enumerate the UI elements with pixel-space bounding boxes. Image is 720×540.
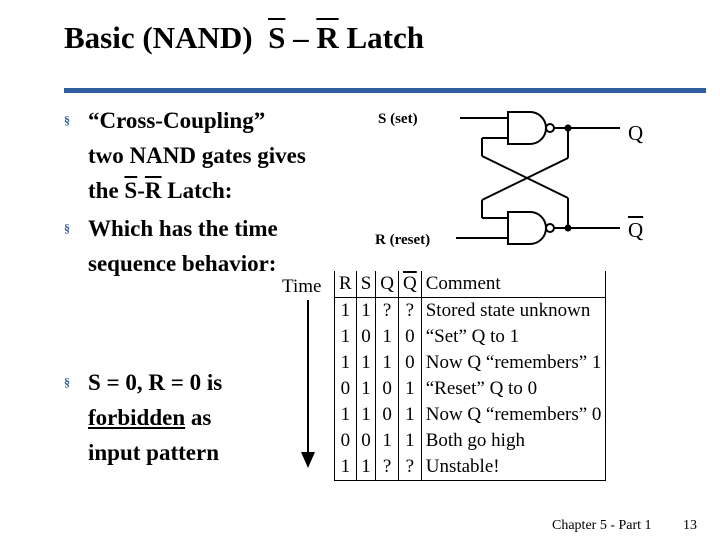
bullet-time-behavior: § Which has the time sequence behavior: <box>88 211 278 281</box>
bottom-nand-gate <box>508 212 546 244</box>
top-nand-bubble <box>546 124 554 132</box>
qbar-output-label: $\overline{Q}$ <box>628 218 644 242</box>
bullet-forbidden: § S = 0, R = 0 is forbidden as input pattern <box>88 365 222 470</box>
title-r-bar: $\overline{R}$ <box>316 20 339 55</box>
s-set-label: S (set) <box>378 111 418 127</box>
footer-page-number: 13 <box>683 518 697 533</box>
time-label: Time <box>282 276 322 297</box>
q-output-label: Q <box>628 121 644 145</box>
bullet-cross-coupling: § “Cross-Coupling” two NAND gates gives the $\overline{S}-\overline{R}$ Latch: <box>88 103 306 208</box>
bullet-icon: § <box>64 375 70 389</box>
col-s: S <box>356 271 376 298</box>
table-row: 0 0 1 1 Both go high <box>335 428 606 454</box>
col-r: R <box>335 271 357 298</box>
col-q: Q <box>376 271 399 298</box>
table-row: 1 1 ? ? Stored state unknown <box>335 298 606 325</box>
table-row: 1 0 1 0 “Set” Q to 1 <box>335 324 606 350</box>
table-header-row <box>335 271 606 298</box>
table-row: 1 1 ? ? Unstable! <box>335 454 606 481</box>
r-reset-label: R (reset) <box>375 232 431 248</box>
bullet-icon: § <box>64 221 70 235</box>
table-row: 0 1 0 1 “Reset” Q to 0 <box>335 376 606 402</box>
table-row: 1 1 1 0 Now Q “remembers” 1 <box>335 350 606 376</box>
title-s-bar: $\overline{S}$ <box>268 20 286 55</box>
bottom-nand-bubble <box>546 224 554 232</box>
sequence-table <box>334 271 606 481</box>
col-comment: Comment <box>421 271 606 298</box>
top-nand-gate <box>508 112 546 144</box>
col-qbar: $\overline{Q}$ <box>399 271 422 298</box>
time-arrow-head <box>301 452 315 468</box>
table-row: 1 1 0 1 Now Q “remembers” 0 <box>335 402 606 428</box>
bullet-icon: § <box>64 113 70 127</box>
footer-chapter: Chapter 5 - Part 1 <box>552 518 652 533</box>
slide-title: Basic (NAND) $\overline{S} - \overline{R}$ Latch <box>64 20 424 55</box>
